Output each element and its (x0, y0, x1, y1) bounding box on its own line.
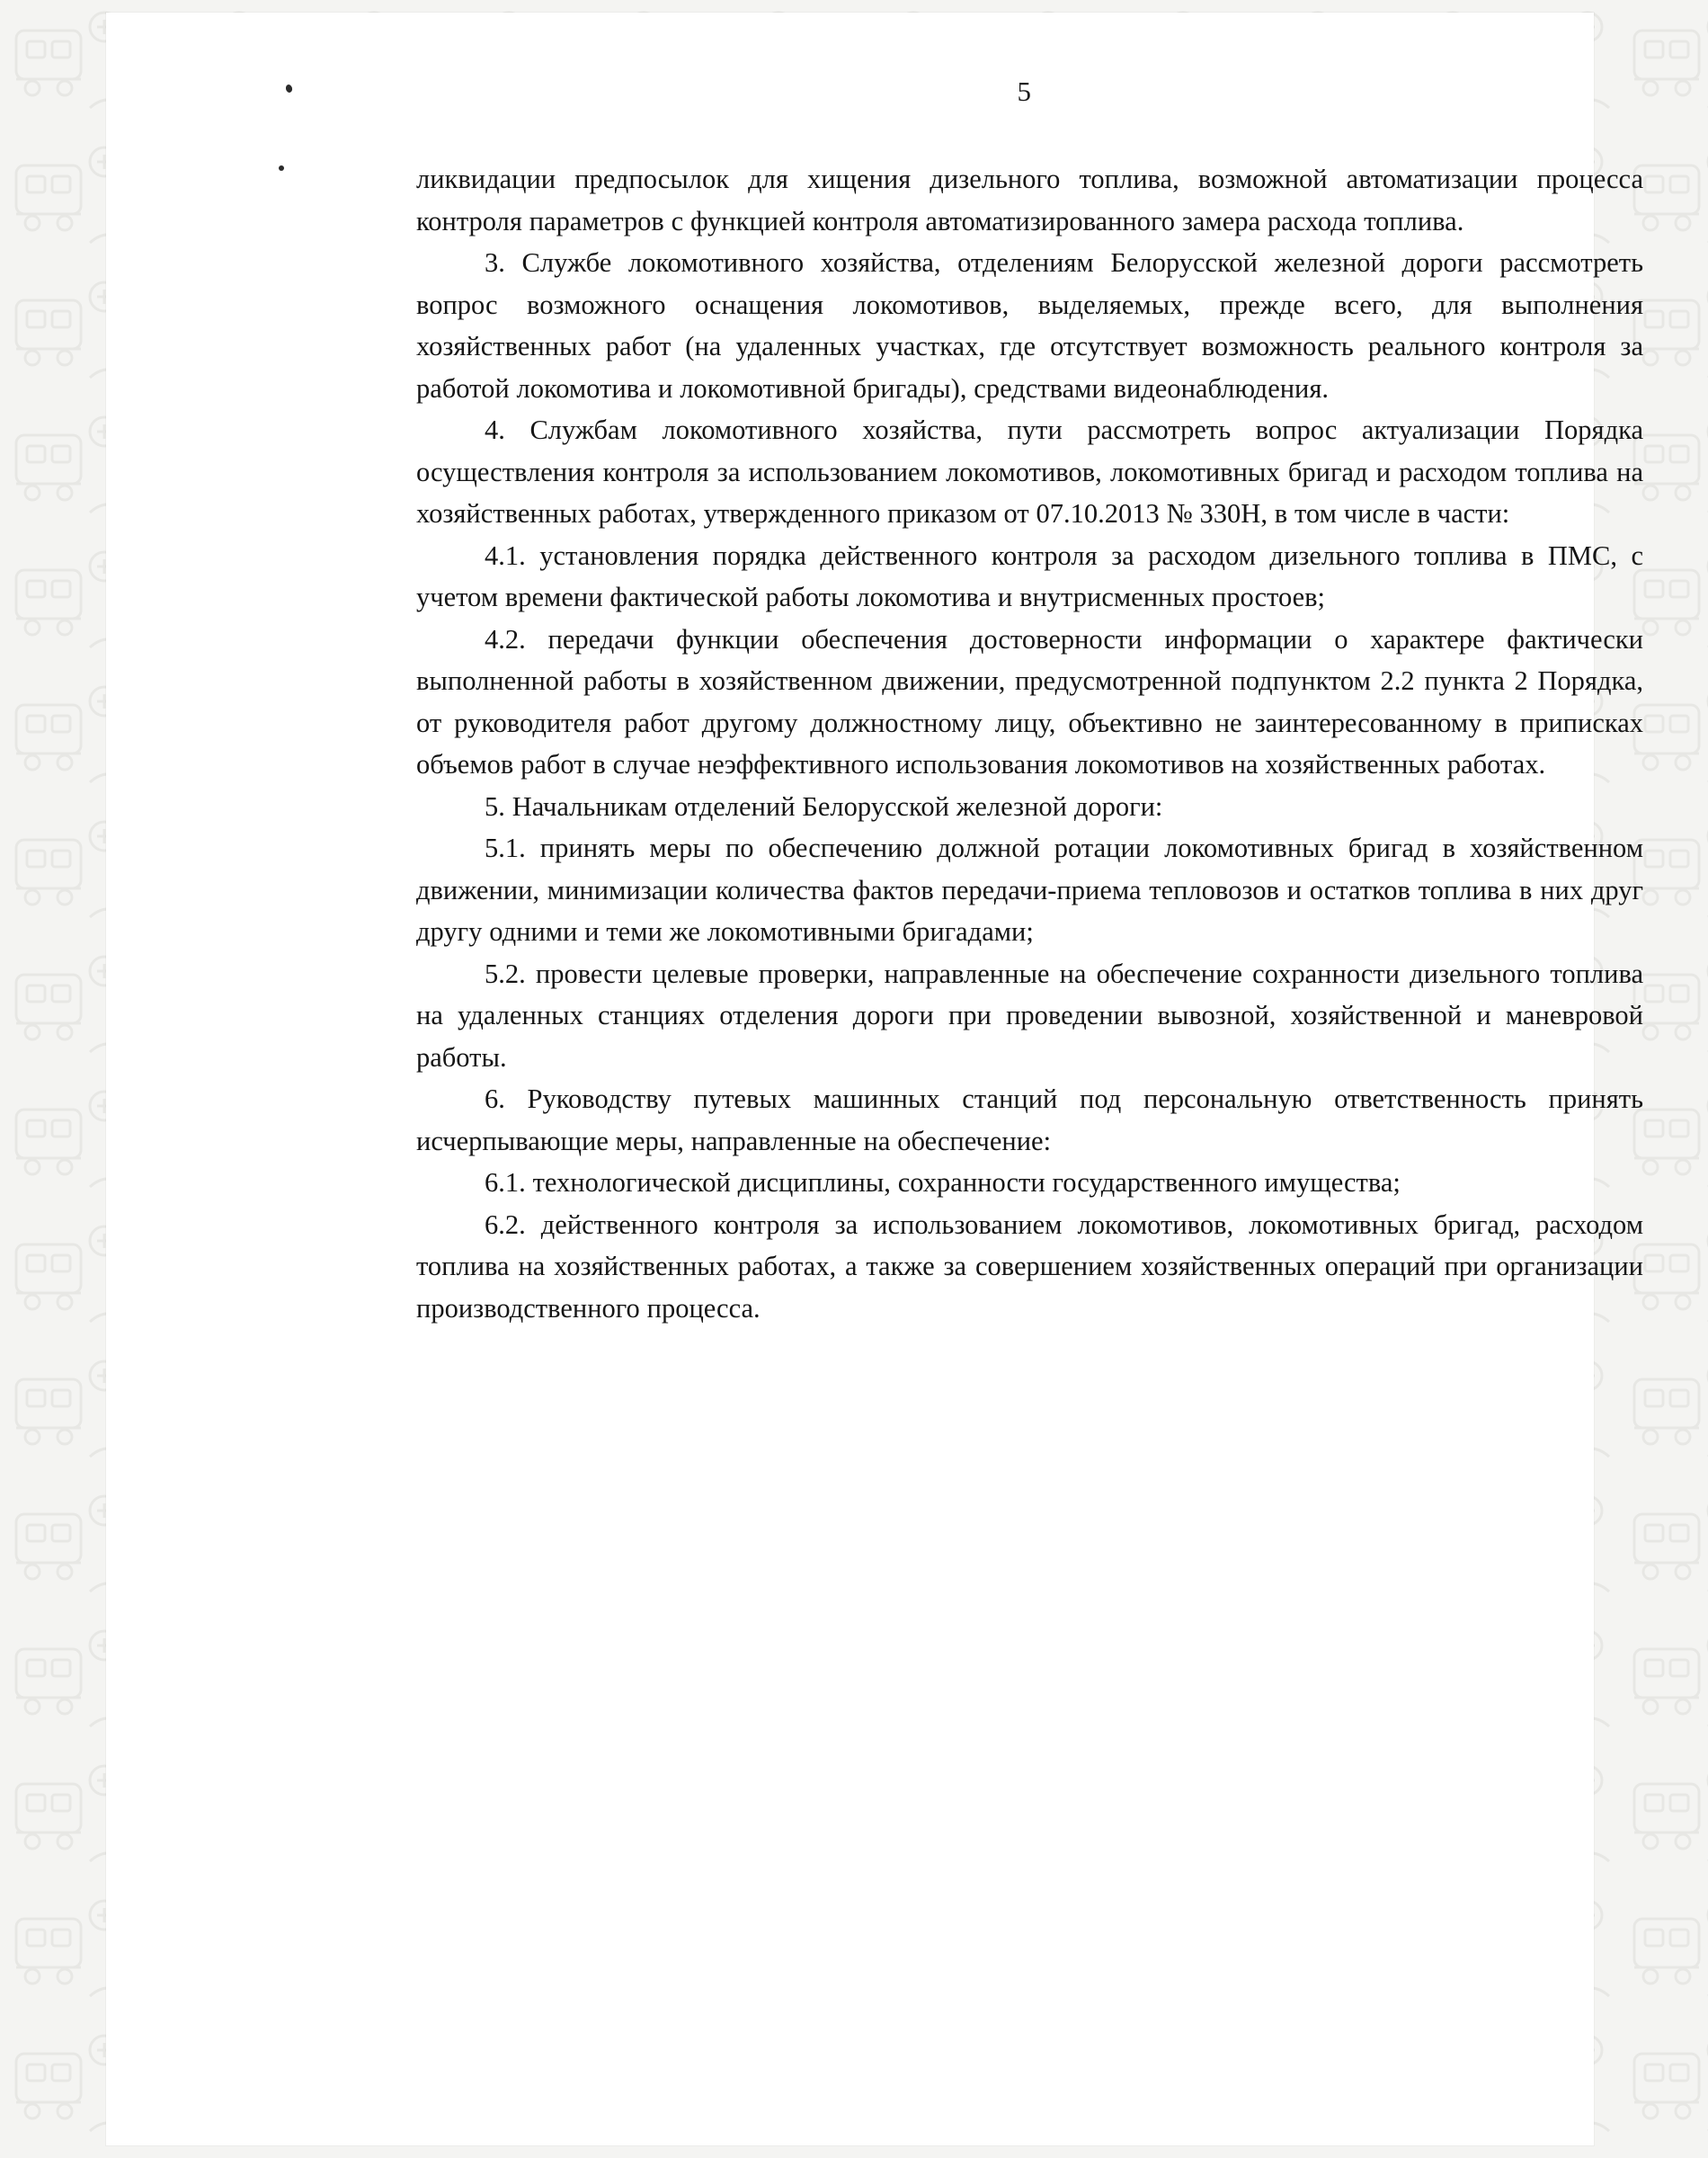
paragraph-intro-continued: ликвидации предпосылок для хищения дизельного топлива, возможной автоматизации процесса контроля параметров с функцией контроля автоматизированного замера расхода топлива. (416, 164, 1643, 236)
paragraph-item-5-1: 5.1. принять меры по обеспечению должной ротации локомотивных бригад в хозяйственном движении, минимизации количества фактов передачи-приема тепловозов и остатков топлива в них друг другу одними и теми же локомотивными бригадами; (416, 833, 1643, 947)
paragraph-item-6: 6. Руководству путевых машинных станций под персональную ответственность принять исчерпывающие меры, направленные на обеспечение: (416, 1083, 1643, 1156)
paragraph-item-4-1: 4.1. установления порядка действенного контроля за расходом дизельного топлива в ПМС, с учетом времени фактической работы локомотива и внутрисменных простоев; (416, 540, 1643, 612)
paragraph-item-5: 5. Начальникам отделений Белорусской железной дороги: (485, 790, 1163, 822)
ink-speck-icon (279, 165, 284, 171)
paragraph-item-6-2: 6.2. действенного контроля за использованием локомотивов, локомотивных бригад, расходом топлива на хозяйственных работах, а также за совершением хозяйственных операций при организации производственного процесса. (416, 1208, 1643, 1324)
paragraph-item-4-2: 4.2. передачи функции обеспечения достоверности информации о характере фактически выполненной работы в хозяйственном движении, предусмотренной подпунктом 2.2 пункта 2 Порядка, от руководителя работ другому должностному лицу, объективно не заинтересованному в приписках объемов работ в случае неэффективного использования локомотивов на хозяйственных работах. (416, 623, 1643, 780)
paragraph-item-6-1: 6.1. технологической дисциплины, сохранности государственного имущества; (485, 1167, 1401, 1198)
paragraph-item-4: 4. Службам локомотивного хозяйства, пути рассмотреть вопрос актуализации Порядка осуществления контроля за использованием локомотивов, локомотивных бригад и расходом топлива на хозяйственных работах, утвержденного приказом от 07.10.2013 № 330Н, в том числе в части: (416, 415, 1643, 529)
paragraph-item-3: 3. Службе локомотивного хозяйства, отделениям Белорусской железной дороги рассмотреть вопрос возможного оснащения локомотивов, выделяемых, прежде всего, для выполнения хозяйственных работ (на удаленных участках, где отсутствует возможность реального контроля за работой локомотива и локомотивной бригады), средствами видеонаблюдения. (416, 247, 1643, 404)
ink-speck-icon (285, 84, 293, 93)
paragraph-item-5-2: 5.2. провести целевые проверки, направленные на обеспечение сохранности дизельного топлива на удаленных станциях отделения дороги при проведении вывозной, хозяйственной и маневровой работы. (416, 958, 1643, 1073)
document-text-column (416, 76, 1643, 1329)
page-number: 5 (1017, 76, 1032, 107)
document-page (106, 13, 1643, 2145)
